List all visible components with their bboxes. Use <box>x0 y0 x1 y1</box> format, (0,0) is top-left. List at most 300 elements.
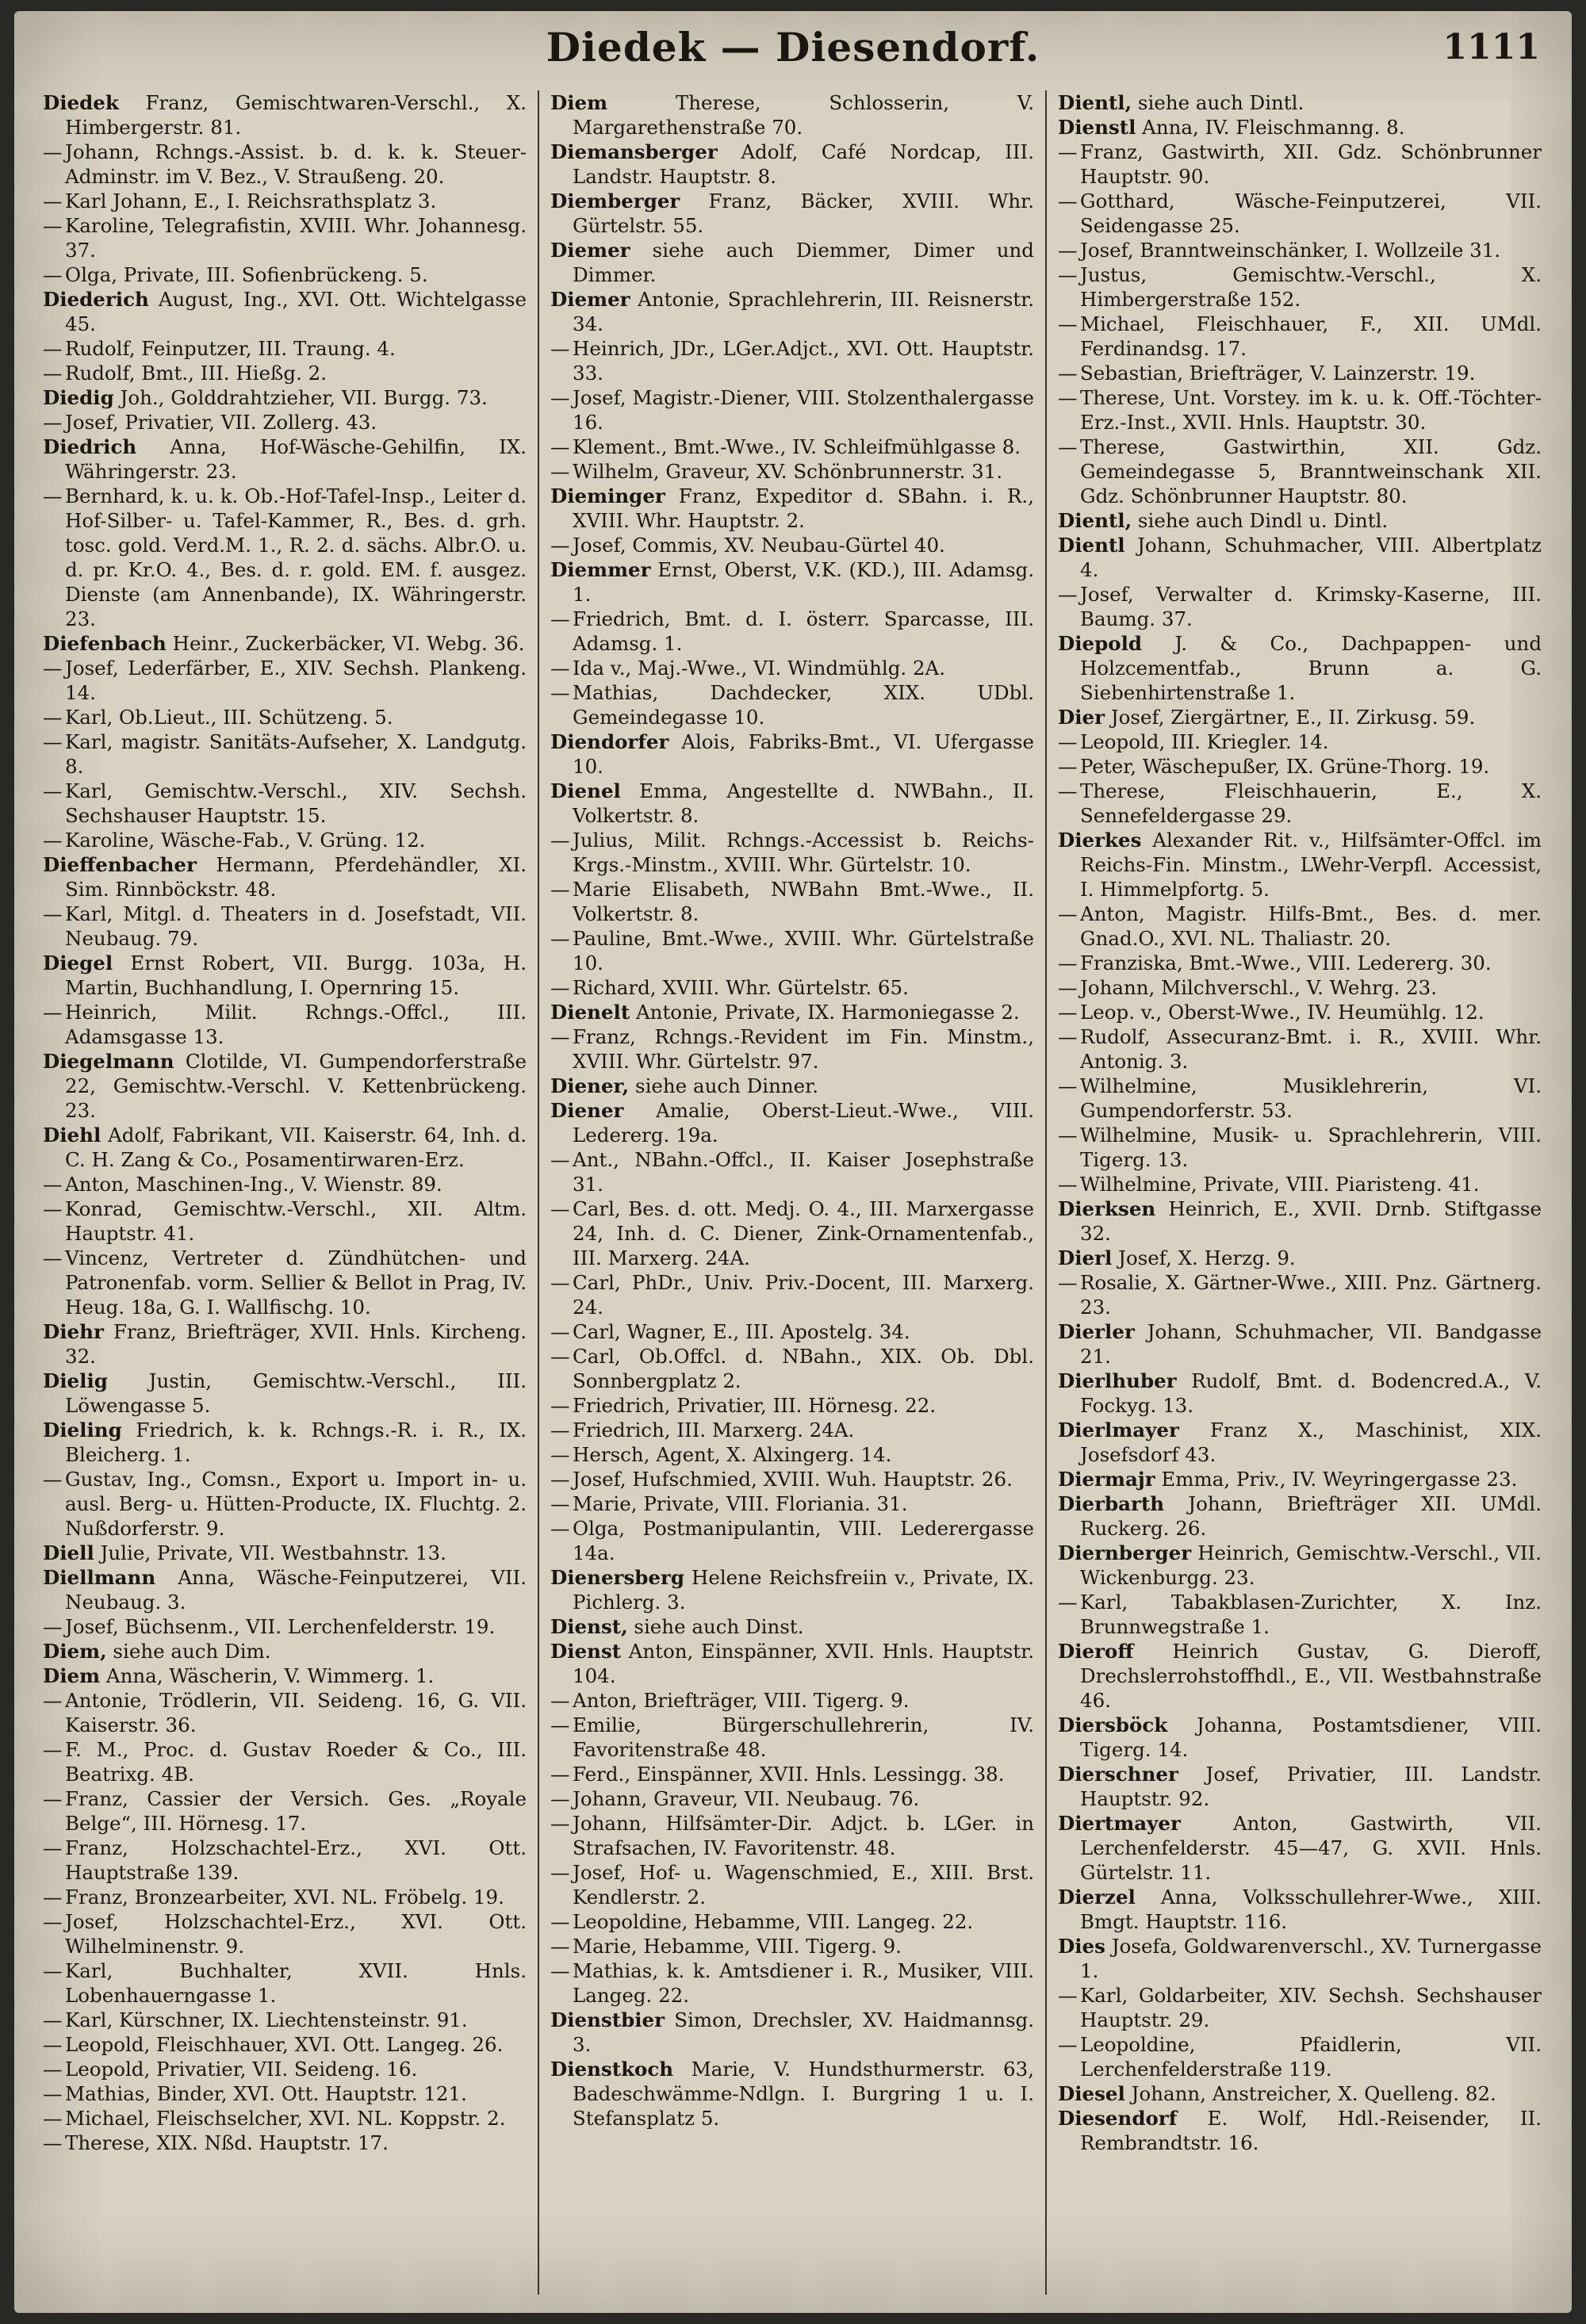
directory-entry <box>1058 312 1542 361</box>
directory-entry <box>43 410 527 435</box>
entry-details: Simon, Drechsler, XV. Haidmannsg. 3. <box>573 2008 1034 2056</box>
continuation-dash: — <box>1058 730 1078 753</box>
directory-entry <box>1058 975 1542 1000</box>
entry-details: Anton, Briefträger, VIII. Tigerg. 9. <box>573 1689 910 1712</box>
entry-surname: Diemansberger <box>550 140 718 163</box>
directory-entry <box>1058 828 1542 902</box>
directory-entry <box>43 287 527 336</box>
continuation-dash: — <box>1058 779 1078 802</box>
entry-details: Therese, Fleischhauerin, E., X. Sennefeldergasse 29. <box>1080 779 1542 827</box>
entry-details: Leopold, Privatier, VII. Seideng. 16. <box>65 2058 418 2081</box>
directory-entry <box>550 1491 1034 1516</box>
entry-details: Anna, Hof-Wäsche-Gehilfin, IX. Währingerstr. 23. <box>65 435 527 483</box>
directory-entry <box>550 729 1034 779</box>
continuation-dash: — <box>550 1345 570 1368</box>
directory-entry <box>43 1049 527 1123</box>
entry-surname: Diesel <box>1058 2082 1125 2105</box>
continuation-dash: — <box>43 190 63 212</box>
entry-details: Friedrich, Bmt. d. I. österr. Sparcasse, III. Adamsg. 1. <box>573 607 1034 655</box>
directory-columns <box>32 90 1553 2295</box>
entry-details: Amalie, Oberst-Lieut.-Wwe., VIII. Ledererg. 19a. <box>573 1099 1034 1147</box>
directory-entry <box>550 2008 1034 2057</box>
directory-entry <box>550 1418 1034 1442</box>
directory-entry <box>1058 1369 1542 1418</box>
continuation-dash: — <box>1058 1173 1078 1196</box>
entry-details: Marie, V. Hundsthurmerstr. 63, Badeschwämme-Ndlgn. I. Burgring 1 u. I. Stefansplatz 5. <box>573 2058 1034 2130</box>
entry-details: Konrad, Gemischtw.-Verschl., XII. Altm. Hauptstr. 41. <box>65 1197 527 1245</box>
directory-entry <box>1058 1418 1542 1467</box>
continuation-dash: — <box>43 2107 63 2130</box>
directory-entry <box>550 1639 1034 1688</box>
entry-surname: Diellmann <box>43 1566 156 1589</box>
entry-details: Antonie, Private, IX. Harmoniegasse 2. <box>635 1001 1020 1024</box>
entry-details: Johann, Anstreicher, X. Quelleng. 82. <box>1131 2082 1496 2105</box>
entry-surname: Diem, <box>43 1640 107 1663</box>
directory-entry <box>43 361 527 385</box>
directory-entry <box>1058 238 1542 262</box>
entry-details: Anton, Einspänner, XVII. Hnls. Hauptstr. 104. <box>573 1640 1034 1687</box>
entry-surname: Diertmayer <box>1058 1812 1181 1835</box>
entry-surname: Diedig <box>43 386 114 409</box>
directory-entry <box>43 1909 527 1958</box>
continuation-dash: — <box>43 484 63 507</box>
entry-details: Josefa, Goldwarenverschl., XV. Turnergasse 1. <box>1080 1935 1542 1982</box>
directory-entry <box>1058 1074 1542 1123</box>
directory-entry <box>1058 1467 1542 1491</box>
directory-entry <box>550 1688 1034 1713</box>
entry-details: Rosalie, X. Gärtner-Wwe., XIII. Pnz. Gärtnerg. 23. <box>1080 1271 1542 1319</box>
directory-entry <box>550 680 1034 729</box>
entry-details: Justin, Gemischtw.-Verschl., III. Löwengasse 5. <box>65 1369 527 1417</box>
entry-surname: Dierksen <box>1058 1197 1156 1220</box>
entry-details: Karl, Kürschner, IX. Liechtensteinstr. 91. <box>65 2008 468 2031</box>
directory-entry <box>550 926 1034 975</box>
directory-entry <box>1058 435 1542 508</box>
continuation-dash: — <box>550 1271 570 1294</box>
directory-entry <box>1058 1319 1542 1369</box>
directory-entry <box>1058 582 1542 631</box>
entry-details: Mathias, k. k. Amtsdiener i. R., Musiker, VIII. Langeg. 22. <box>573 1959 1034 2007</box>
entry-details: Franziska, Bmt.-Wwe., VIII. Ledererg. 30. <box>1080 951 1492 974</box>
continuation-dash: — <box>1058 902 1078 925</box>
entry-details: Friedrich, Privatier, III. Hörnesg. 22. <box>573 1394 937 1417</box>
entry-details: Ida v., Maj.-Wwe., VI. Windmühlg. 2A. <box>573 657 946 680</box>
entry-surname: Dierlhuber <box>1058 1369 1177 1392</box>
entry-surname: Diemberger <box>550 190 680 212</box>
continuation-dash: — <box>550 1517 570 1540</box>
entry-details: Bernhard, k. u. k. Ob.-Hof-Tafel-Insp., Leiter d. Hof-Silber- u. Tafel-Kammer, R., Bes. d. grh. tosc. gold. Verd.M. 1., R. 2. d. sächs. Albr.O. u. d. pr. Kr.O. 4., Bes. d. r. gold. EM. f. ausgez. Dienste (am Annenbande), IX. Währingerstr. 23. <box>65 484 527 630</box>
continuation-dash: — <box>43 337 63 360</box>
entry-details: Leopoldine, Hebamme, VIII. Langeg. 22. <box>573 1910 974 1933</box>
page-header <box>14 21 1572 76</box>
directory-entry <box>550 90 1034 140</box>
continuation-dash: — <box>43 902 63 925</box>
directory-entry <box>550 1614 1034 1639</box>
entry-details: Wilhelmine, Musiklehrerin, VI. Gumpendorferstr. 53. <box>1080 1074 1542 1122</box>
directory-entry <box>550 1098 1034 1147</box>
continuation-dash: — <box>43 1468 63 1491</box>
continuation-dash: — <box>43 1787 63 1810</box>
entry-details: Josef, Ziergärtner, E., II. Zirkusg. 59. <box>1110 706 1476 729</box>
directory-entry <box>1058 385 1542 435</box>
entry-details: Rudolf, Bmt. d. Bodencred.A., V. Fockyg. 13. <box>1080 1369 1542 1417</box>
entry-details: Hermann, Pferdehändler, XI. Sim. Rinnböckstr. 48. <box>65 853 527 901</box>
directory-entry <box>550 1811 1034 1860</box>
directory-entry <box>43 2032 527 2057</box>
continuation-dash: — <box>43 1615 63 1638</box>
entry-surname: Diemmer <box>550 558 651 581</box>
directory-entry <box>1058 1885 1542 1934</box>
entry-details: Heinrich, JDr., LGer.Adjct., XVI. Ott. Hauptstr. 33. <box>573 337 1034 385</box>
continuation-dash: — <box>550 878 570 901</box>
directory-entry <box>550 140 1034 189</box>
directory-entry <box>1058 631 1542 705</box>
entry-surname: Diernberger <box>1058 1541 1192 1564</box>
continuation-dash: — <box>1058 190 1078 212</box>
directory-entry <box>43 951 527 1000</box>
directory-entry <box>1058 902 1542 951</box>
directory-entry <box>550 1344 1034 1393</box>
continuation-dash: — <box>550 1394 570 1417</box>
directory-entry <box>550 1958 1034 2008</box>
continuation-dash: — <box>550 386 570 409</box>
entry-details: Johann, Schuhmacher, VIII. Albertplatz 4. <box>1080 534 1542 581</box>
entry-surname: Dierlmayer <box>1058 1419 1179 1441</box>
directory-entry <box>1058 1196 1542 1246</box>
entry-surname: Diedrich <box>43 435 137 458</box>
entry-details: Hersch, Agent, X. Alxingerg. 14. <box>573 1443 892 1466</box>
continuation-dash: — <box>43 1910 63 1933</box>
entry-details: Franz, Rchngs.-Revident im Fin. Minstm., XVIII. Whr. Gürtelstr. 97. <box>573 1025 1034 1073</box>
continuation-dash: — <box>43 1886 63 1909</box>
directory-entry <box>550 435 1034 459</box>
entry-surname: Diem <box>43 1664 101 1687</box>
directory-entry <box>1058 1000 1542 1024</box>
entry-surname: Diendorfer <box>550 730 669 753</box>
directory-entry <box>1058 1590 1542 1639</box>
directory-entry <box>1058 1024 1542 1074</box>
entry-details: Marie, Hebamme, VIII. Tigerg. 9. <box>573 1935 902 1958</box>
directory-entry <box>43 1565 527 1614</box>
entry-surname: Dier <box>1058 706 1105 729</box>
directory-entry <box>1058 1934 1542 1983</box>
entry-details: Sebastian, Briefträger, V. Lainzerstr. 19. <box>1080 362 1476 385</box>
entry-details: Peter, Wäschepußer, IX. Grüne-Thorg. 19. <box>1080 755 1490 778</box>
entry-details: Franz, Gastwirth, XII. Gdz. Schönbrunner Hauptstr. 90. <box>1080 140 1542 188</box>
directory-entry <box>43 2081 527 2106</box>
entry-details: August, Ing., XVI. Ott. Wichtelgasse 45. <box>65 288 527 335</box>
entry-details: Josef, Holzschachtel-Erz., XVI. Ott. Wilhelminenstr. 9. <box>65 1910 527 1958</box>
running-title: Diedek — Diesendorf. <box>546 24 1040 71</box>
continuation-dash: — <box>550 1468 570 1491</box>
continuation-dash: — <box>43 2008 63 2031</box>
entry-surname: Dierzel <box>1058 1886 1136 1909</box>
entry-surname: Dienersberg <box>550 1566 684 1589</box>
directory-entry <box>43 1319 527 1369</box>
entry-details: siehe auch Dintl. <box>1137 91 1304 114</box>
continuation-dash: — <box>1058 755 1078 778</box>
continuation-dash: — <box>550 1148 570 1171</box>
entry-details: siehe auch Dindl u. Dintl. <box>1137 509 1389 532</box>
continuation-dash: — <box>550 1861 570 1884</box>
entry-surname: Dierbarth <box>1058 1492 1165 1515</box>
entry-surname: Diener <box>550 1099 624 1122</box>
directory-entry <box>1058 951 1542 975</box>
entry-details: Mathias, Binder, XVI. Ott. Hauptstr. 121. <box>65 2082 467 2105</box>
entry-details: Carl, Bes. d. ott. Medj. O. 4., III. Marxergasse 24, Inh. d. C. Diener, Zink-Ornamentenfab., III. Marxerg. 24A. <box>573 1197 1034 1269</box>
entry-details: Karl, Gemischtw.-Verschl., XIV. Sechsh. Sechshauser Hauptstr. 15. <box>65 779 527 827</box>
entry-surname: Dienstbier <box>550 2008 665 2031</box>
entry-details: Anna, IV. Fleischmanng. 8. <box>1142 116 1405 139</box>
directory-entry <box>550 1196 1034 1270</box>
entry-surname: Diermajr <box>1058 1468 1155 1491</box>
continuation-dash: — <box>43 140 63 163</box>
directory-entry <box>43 1885 527 1909</box>
entry-details: Helene Reichsfreiin v., Private, IX. Pichlerg. 3. <box>573 1566 1034 1614</box>
continuation-dash: — <box>43 1246 63 1269</box>
entry-details: Therese, Gastwirthin, XII. Gdz. Gemeindegasse 5, Branntweinschank XII. Gdz. Schönbrunner Hauptstr. 80. <box>1080 435 1542 507</box>
continuation-dash: — <box>550 460 570 483</box>
directory-entry <box>43 2008 527 2032</box>
entry-details: Richard, XVIII. Whr. Gürtelstr. 65. <box>573 976 909 999</box>
entry-details: Leopold, III. Kriegler. 14. <box>1080 730 1329 753</box>
continuation-dash: — <box>550 1959 570 1982</box>
entry-details: Karl, Ob.Lieut., III. Schützeng. 5. <box>65 706 393 729</box>
directory-entry <box>43 435 527 484</box>
entry-details: Josef, Büchsenm., VII. Lerchenfelderstr. 19. <box>65 1615 496 1638</box>
directory-entry <box>43 1737 527 1786</box>
continuation-dash: — <box>1058 140 1078 163</box>
entry-details: Friedrich, k. k. Rchngs.-R. i. R., IX. Bleicherg. 1. <box>65 1419 527 1466</box>
entry-details: Alois, Fabriks-Bmt., VI. Ufergasse 10. <box>573 730 1034 778</box>
directory-entry <box>1058 2106 1542 2155</box>
entry-details: Leopold, Fleischhauer, XVI. Ott. Langeg. 26. <box>65 2033 504 2056</box>
entry-surname: Diemer <box>550 288 630 311</box>
entry-details: Heinrich Gustav, G. Dieroff, Drechslerrohstoffhdl., E., VII. Westbahnstraße 46. <box>1080 1640 1542 1712</box>
entry-details: Olga, Private, III. Sofienbrückeng. 5. <box>65 263 428 286</box>
directory-entry <box>43 779 527 828</box>
entry-details: Johann, Schuhmacher, VII. Bandgasse 21. <box>1080 1320 1542 1368</box>
entry-surname: Diepold <box>1058 632 1143 655</box>
entry-surname: Dientl, <box>1058 509 1132 532</box>
entry-details: Karl, Tabakblasen-Zurichter, X. Inz. Brunnwegstraße 1. <box>1080 1591 1542 1638</box>
entry-surname: Diegel <box>43 951 113 974</box>
entry-details: siehe auch Dinner. <box>635 1074 818 1097</box>
entry-details: Adolf, Café Nordcap, III. Landstr. Hauptstr. 8. <box>573 140 1034 188</box>
entry-details: Julius, Milit. Rchngs.-Accessist b. Reichs-Krgs.-Minstm., XVIII. Whr. Gürtelstr. 10. <box>573 829 1034 876</box>
entry-surname: Dienst, <box>550 1615 628 1638</box>
entry-details: Anton, Magistr. Hilfs-Bmt., Bes. d. mer. Gnad.O., XVI. NL. Thaliastr. 20. <box>1080 902 1542 950</box>
directory-entry <box>550 557 1034 607</box>
directory-entry <box>550 607 1034 656</box>
directory-entry <box>43 1196 527 1246</box>
directory-entry <box>550 459 1034 484</box>
entry-details: Karl, Mitgl. d. Theaters in d. Josefstadt, VII. Neubaug. 79. <box>65 902 527 950</box>
continuation-dash: — <box>43 1001 63 1024</box>
entry-surname: Dieroff <box>1058 1640 1134 1663</box>
entry-details: Wilhelm, Graveur, XV. Schönbrunnerstr. 31. <box>573 460 1003 483</box>
directory-entry <box>550 1442 1034 1467</box>
continuation-dash: — <box>550 1787 570 1810</box>
continuation-dash: — <box>1058 951 1078 974</box>
entry-details: Therese, XIX. Nßd. Hauptstr. 17. <box>65 2131 389 2154</box>
entry-details: Anna, Wäscherin, V. Wimmerg. 1. <box>105 1664 435 1687</box>
entry-surname: Dierl <box>1058 1246 1113 1269</box>
entry-details: Ant., NBahn.-Offcl., II. Kaiser Josephstraße 31. <box>573 1148 1034 1196</box>
directory-entry <box>43 1664 527 1688</box>
entry-details: Carl, Ob.Offcl. d. NBahn., XIX. Ob. Dbl. Sonnbergplatz 2. <box>573 1345 1034 1392</box>
continuation-dash: — <box>550 1812 570 1835</box>
entry-surname: Dienelt <box>550 1001 630 1024</box>
continuation-dash: — <box>1058 435 1078 458</box>
continuation-dash: — <box>550 534 570 557</box>
entry-surname: Dieffenbacher <box>43 853 197 876</box>
directory-entry <box>43 1836 527 1885</box>
directory-entry <box>550 484 1034 533</box>
continuation-dash: — <box>43 1836 63 1859</box>
entry-details: Josef, Lederfärber, E., XIV. Sechsh. Plankeng. 14. <box>65 657 527 704</box>
entry-details: Anna, Wäsche-Feinputzerei, VII. Neubaug. 3. <box>65 1566 527 1614</box>
entry-surname: Diehr <box>43 1320 104 1343</box>
entry-details: Karl, Buchhalter, XVII. Hnls. Lobenhauerngasse 1. <box>65 1959 527 2007</box>
column-left <box>32 90 539 2295</box>
entry-surname: Diederich <box>43 288 149 311</box>
entry-details: Rudolf, Feinputzer, III. Traung. 4. <box>65 337 396 360</box>
entry-details: Karl Johann, E., I. Reichsrathsplatz 3. <box>65 190 437 212</box>
entry-details: Carl, Wagner, E., III. Apostelg. 34. <box>573 1320 910 1343</box>
directory-entry <box>550 1860 1034 1909</box>
entry-details: Josef, Privatier, III. Landstr. Hauptstr. 92. <box>1080 1763 1542 1810</box>
entry-details: Pauline, Bmt.-Wwe., XVIII. Whr. Gürtelstraße 10. <box>573 927 1034 974</box>
entry-details: Josef, Branntweinschänker, I. Wollzeile 31. <box>1080 239 1501 262</box>
directory-entry <box>550 336 1034 385</box>
continuation-dash: — <box>1058 2033 1078 2056</box>
entry-details: Alexander Rit. v., Hilfsämter-Offcl. im Reichs-Fin. Minstm., LWehr-Verpfl. Accessist, I. Himmelpfortg. 5. <box>1080 829 1542 901</box>
directory-entry <box>1058 90 1542 115</box>
continuation-dash: — <box>43 829 63 852</box>
continuation-dash: — <box>43 362 63 385</box>
directory-entry <box>1058 189 1542 238</box>
entry-details: Josef, X. Herzg. 9. <box>1118 1246 1296 1269</box>
continuation-dash: — <box>1058 1074 1078 1097</box>
entry-details: Ernst Robert, VII. Burgg. 103a, H. Martin, Buchhandlung, I. Opernring 15. <box>65 951 527 999</box>
directory-entry <box>43 140 527 189</box>
directory-entry <box>550 656 1034 680</box>
directory-entry <box>550 1074 1034 1098</box>
directory-entry <box>43 1172 527 1196</box>
entry-details: Michael, Fleischselcher, XVI. NL. Koppstr. 2. <box>65 2107 506 2130</box>
entry-details: Therese, Unt. Vorstey. im k. u. k. Off.-Töchter-Erz.-Inst., XVII. Hnls. Hauptstr. 30. <box>1080 386 1542 434</box>
entry-details: Karl, Goldarbeiter, XIV. Sechsh. Sechshauser Hauptstr. 29. <box>1080 1984 1542 2031</box>
directory-entry <box>550 975 1034 1000</box>
entry-details: Josef, Verwalter d. Krimsky-Kaserne, III. Baumg. 37. <box>1080 583 1542 630</box>
continuation-dash: — <box>550 1492 570 1515</box>
entry-details: Marie Elisabeth, NWBahn Bmt.-Wwe., II. Volkertstr. 8. <box>573 878 1034 925</box>
entry-details: Therese, Schlosserin, V. Margarethenstraße 70. <box>573 91 1035 139</box>
continuation-dash: — <box>550 1910 570 1933</box>
continuation-dash: — <box>1058 1984 1078 2007</box>
directory-entry <box>43 1467 527 1541</box>
directory-entry <box>1058 361 1542 385</box>
column-middle <box>539 90 1047 2295</box>
entry-surname: Diell <box>43 1541 94 1564</box>
directory-entry <box>43 1614 527 1639</box>
directory-entry <box>550 1000 1034 1024</box>
directory-entry <box>1058 1762 1542 1811</box>
continuation-dash: — <box>43 263 63 286</box>
entry-details: Heinrich, Gemischtw.-Verschl., VII. Wickenburgg. 23. <box>1080 1541 1542 1589</box>
entry-details: Karl, magistr. Sanitäts-Aufseher, X. Landgutg. 8. <box>65 730 527 778</box>
directory-entry <box>43 1123 527 1172</box>
entry-details: Vincenz, Vertreter d. Zündhütchen- und Patronenfab. vorm. Sellier & Bellot in Prag, IV. Heug. 18a, G. I. Wallfischg. 10. <box>65 1246 527 1319</box>
directory-entry <box>43 2106 527 2131</box>
directory-entry <box>550 1565 1034 1614</box>
entry-details: Olga, Postmanipulantin, VIII. Lederergasse 14a. <box>573 1517 1034 1564</box>
page-number: 1111 <box>1442 27 1540 67</box>
entry-surname: Dierler <box>1058 1320 1135 1343</box>
directory-entry <box>550 1762 1034 1786</box>
directory-entry <box>43 484 527 631</box>
directory-entry <box>550 385 1034 435</box>
continuation-dash: — <box>550 1689 570 1712</box>
directory-entry <box>550 287 1034 336</box>
directory-entry <box>550 2057 1034 2131</box>
continuation-dash: — <box>1058 583 1078 606</box>
entry-details: siehe auch Diemmer, Dimer und Dimmer. <box>573 239 1034 286</box>
entry-details: Marie, Private, VIII. Floriania. 31. <box>573 1492 908 1515</box>
continuation-dash: — <box>550 435 570 458</box>
entry-details: Anton, Maschinen-Ing., V. Wienstr. 89. <box>65 1173 442 1196</box>
entry-details: Johann, Milchverschl., V. Wehrg. 23. <box>1080 976 1438 999</box>
continuation-dash: — <box>43 779 63 802</box>
directory-entry <box>43 852 527 902</box>
continuation-dash: — <box>43 214 63 237</box>
entry-surname: Dieminger <box>550 484 665 507</box>
directory-entry <box>43 1958 527 2008</box>
entry-details: Ernst, Oberst, V.K. (KD.), III. Adamsg. 1. <box>573 558 1035 606</box>
continuation-dash: — <box>43 411 63 434</box>
directory-entry <box>1058 1713 1542 1762</box>
directory-entry <box>43 385 527 410</box>
directory-entry <box>43 2131 527 2155</box>
directory-entry <box>550 1024 1034 1074</box>
continuation-dash: — <box>43 2131 63 2154</box>
entry-details: Antonie, Trödlerin, VII. Seideng. 16, G. VII. Kaiserstr. 36. <box>65 1689 527 1736</box>
directory-entry <box>550 189 1034 238</box>
continuation-dash: — <box>550 1025 570 1048</box>
continuation-dash: — <box>43 1959 63 1982</box>
entry-details: Franz X., Maschinist, XIX. Josefsdorf 43. <box>1080 1419 1542 1466</box>
entry-details: Karoline, Telegrafistin, XVIII. Whr. Johannesg. 37. <box>65 214 527 262</box>
directory-entry <box>1058 1270 1542 1319</box>
directory-entry <box>43 631 527 656</box>
directory-entry <box>43 90 527 140</box>
directory-entry <box>43 336 527 361</box>
entry-details: Anna, Volksschullehrer-Wwe., XIII. Bmgt. Hauptstr. 116. <box>1080 1886 1542 1933</box>
directory-entry <box>550 1909 1034 1934</box>
directory-entry <box>1058 2032 1542 2081</box>
directory-entry <box>550 828 1034 877</box>
entry-details: Mathias, Dachdecker, XIX. UDbl. Gemeindegasse 10. <box>573 681 1034 729</box>
entry-surname: Diemer <box>550 239 630 262</box>
column-right <box>1047 90 1553 2295</box>
entry-details: Heinr., Zuckerbäcker, VI. Webg. 36. <box>172 632 525 655</box>
directory-entry <box>1058 1123 1542 1172</box>
directory-entry <box>43 705 527 729</box>
continuation-dash: — <box>1058 386 1078 409</box>
continuation-dash: — <box>550 1197 570 1220</box>
entry-surname: Dienstkoch <box>550 2058 674 2081</box>
